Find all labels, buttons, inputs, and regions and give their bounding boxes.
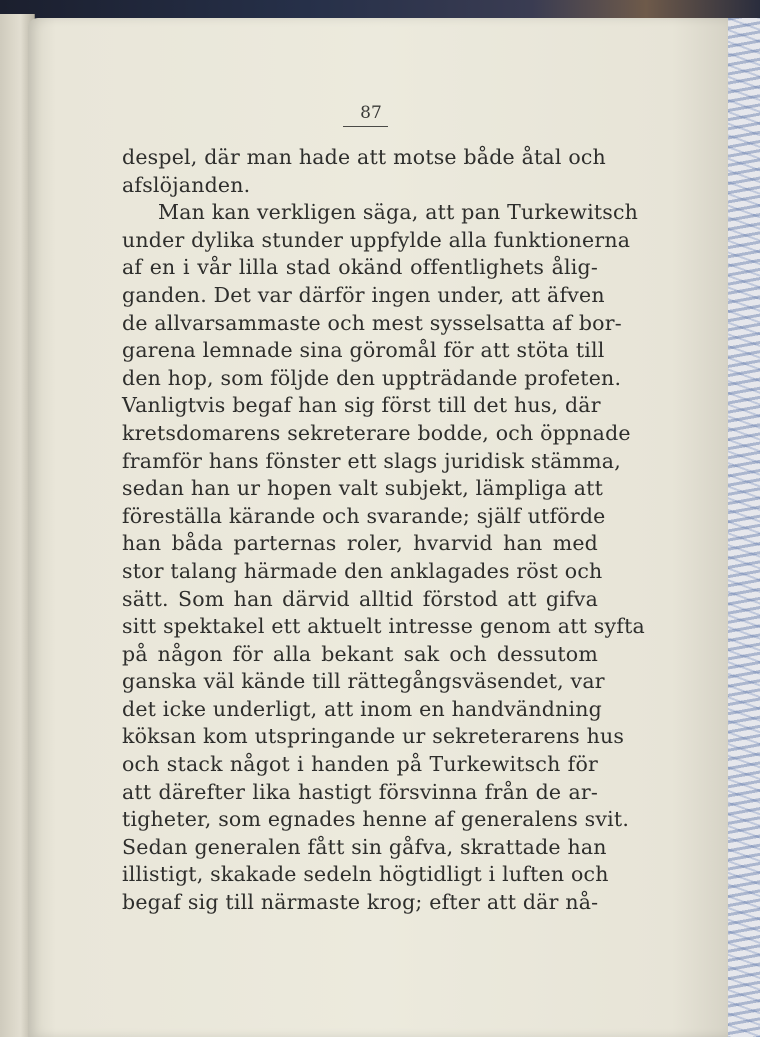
text-line: på någon för alla bekant sak och dessutom (122, 641, 598, 666)
text-line: af en i vår lilla stad okänd offentlighets ålig- (122, 255, 598, 280)
text-line: det icke underligt, att inom en handvändning (122, 696, 602, 721)
text-line: afslöjanden. (122, 172, 251, 197)
text-line: kretsdomarens sekreterare bodde, och öppnade (122, 420, 631, 445)
text-line: att därefter lika hastigt försvinna från de ar- (122, 779, 598, 804)
text-line: Sedan generalen fått sin gåfva, skrattade han (122, 834, 607, 859)
text-line: framför hans fönster ett slags juridisk stämma, (122, 448, 621, 473)
marbled-page-edge (724, 18, 760, 1037)
text-line: han båda parternas roler, hvarvid han med (122, 531, 598, 556)
text-line: tigheter, som egnades henne af generalens svit. (122, 807, 630, 832)
text-line: föreställa kärande och svarande; själf utförde (122, 503, 606, 528)
text-line: illistigt, skakade sedeln högtidligt i luften och (122, 862, 609, 887)
text-line: despel, där man hade att motse både åtal och (122, 145, 606, 169)
text-line: begaf sig till närmaste krog; efter att där nå- (122, 890, 599, 915)
body-text (122, 144, 645, 917)
page-number: 87 (360, 103, 382, 123)
text-line: sätt. Som han därvid alltid förstod att gifva (122, 586, 598, 611)
text-line: garena lemnade sina göromål för att stöta till (122, 338, 605, 363)
text-line: stor talang härmade den anklagades röst och (122, 558, 603, 583)
text-line: den hop, som följde den uppträdande profeten. (122, 365, 622, 390)
text-line: ganden. Det var därför ingen under, att äfven (122, 282, 605, 307)
text-line: köksan kom utspringande ur sekreterarens hus (122, 724, 625, 749)
text-line: ganska väl kände till rättegångsväsendet, var (122, 669, 605, 694)
text-line: under dylika stunder uppfylde alla funktionerna (122, 227, 631, 252)
text-line: de allvarsammaste och mest sysselsatta af bor- (122, 310, 622, 335)
text-line: Vanligtvis begaf han sig först till det hus, där (122, 393, 601, 418)
page-number-rule (343, 126, 388, 127)
text-line: Man kan verkligen säga, att pan Turkewitsch (158, 200, 639, 225)
text-line: och stack något i handen på Turkewitsch för (122, 752, 598, 777)
text-line: sedan han ur hopen valt subjekt, lämpliga att (122, 476, 604, 501)
text-line: sitt spektakel ett aktuelt intresse genom att syfta (122, 614, 645, 639)
